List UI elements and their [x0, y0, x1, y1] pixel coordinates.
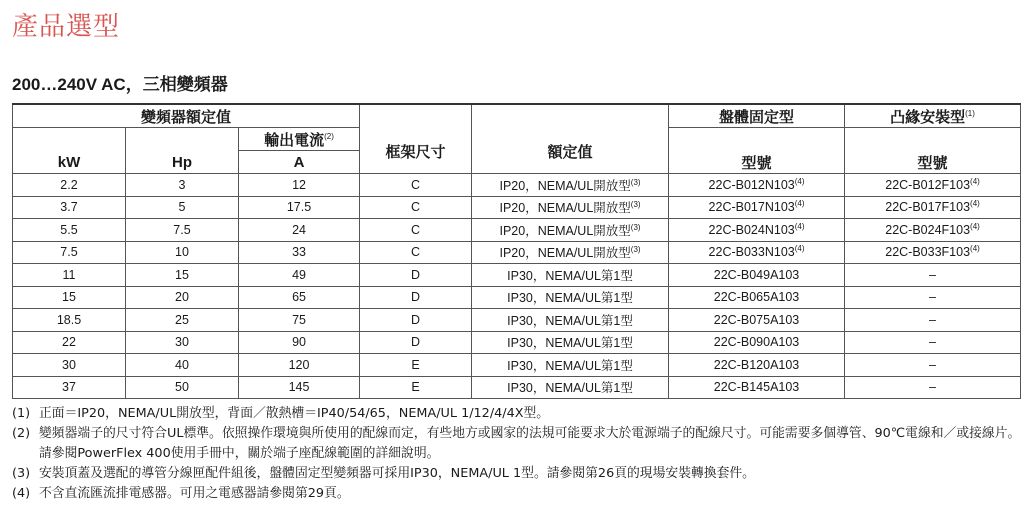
footnote [12, 404, 1027, 424]
footnote-number: (3) [12, 466, 31, 481]
cell-frame: C [360, 174, 472, 197]
cell-panel-model: 22C-B090A103 [669, 331, 845, 354]
footnote-ref: (4) [970, 199, 980, 209]
table-row [13, 286, 1021, 309]
footnote-text: 正面＝IP20，NEMA/UL開放型，背面／散熱槽＝IP40/54/65，NEMA/UL 1/12/4/4X型。 [39, 406, 550, 421]
cell-panel-model: 22C-B120A103 [669, 354, 845, 377]
cell-rating: IP30，NEMA/UL第1型 [472, 376, 669, 399]
cell-panel-model: 22C-B145A103 [669, 376, 845, 399]
table-row [13, 331, 1021, 354]
table-row [13, 264, 1021, 287]
header-flange-model: 型號 [845, 128, 1021, 174]
cell-panel-model: 22C-B012N103$^{(4)}$ [669, 174, 845, 197]
cell-kw: 11 [13, 264, 126, 287]
cell-amp: 12 [239, 174, 360, 197]
cell-flange-model: 22C-B033F103$^{(4)}$ [845, 241, 1021, 264]
cell-flange-model: – [845, 286, 1021, 309]
cell-hp: 20 [126, 286, 239, 309]
cell-hp: 50 [126, 376, 239, 399]
cell-flange-model: 22C-B017F103$^{(4)}$ [845, 196, 1021, 219]
footnote-text: 變頻器端子的尺寸符合UL標準。依照操作環境與所使用的配線而定，有些地方或國家的法規可能要求大於電源端子的配線尺寸。可能需要多個導管、90℃電線和／或接線片。請參閱PowerFlex 400使用手冊中，關於端子座配線範圍的詳細說明。 [39, 426, 1021, 461]
footnote-number: (2) [12, 426, 31, 441]
cell-rating: IP20，NEMA/UL開放型$^{(3)}$ [472, 174, 669, 197]
cell-panel-model: 22C-B024N103$^{(4)}$ [669, 219, 845, 242]
cell-hp: 15 [126, 264, 239, 287]
cell-rating: IP30，NEMA/UL第1型 [472, 331, 669, 354]
cell-rating: IP30，NEMA/UL第1型 [472, 354, 669, 377]
cell-hp: 10 [126, 241, 239, 264]
cell-flange-model: – [845, 331, 1021, 354]
cell-flange-model: – [845, 264, 1021, 287]
cell-frame: D [360, 286, 472, 309]
cell-panel-model: 22C-B065A103 [669, 286, 845, 309]
cell-amp: 75 [239, 309, 360, 332]
cell-panel-model: 22C-B049A103 [669, 264, 845, 287]
cell-panel-model: 22C-B075A103 [669, 309, 845, 332]
cell-frame: C [360, 219, 472, 242]
cell-kw: 18.5 [13, 309, 126, 332]
footnote-ref: (4) [794, 176, 805, 186]
cell-amp: 24 [239, 219, 360, 242]
cell-flange-model: 22C-B012F103$^{(4)}$ [845, 174, 1021, 197]
table-row [13, 196, 1021, 219]
cell-frame: C [360, 241, 472, 264]
cell-kw: 37 [13, 376, 126, 399]
cell-amp: 90 [239, 331, 360, 354]
cell-frame: D [360, 331, 472, 354]
cell-panel-model: 22C-B017N103$^{(4)}$ [669, 196, 845, 219]
cell-flange-model: 22C-B024F103$^{(4)}$ [845, 219, 1021, 242]
cell-kw: 15 [13, 286, 126, 309]
header-panel-mount: 盤體固定型 [669, 104, 845, 128]
cell-flange-model: – [845, 376, 1021, 399]
cell-amp: 33 [239, 241, 360, 264]
header-frame-size: 框架尺寸 [360, 104, 472, 174]
cell-rating: IP20，NEMA/UL開放型$^{(3)}$ [472, 241, 669, 264]
table-row [13, 376, 1021, 399]
header-drive-rating: 變頻器額定值 [13, 104, 360, 128]
cell-amp: 17.5 [239, 196, 360, 219]
cell-amp: 145 [239, 376, 360, 399]
cell-kw: 7.5 [13, 241, 126, 264]
page-title: 產品選型 [12, 12, 121, 42]
footnote-text: 不含直流匯流排電感器。可用之電感器請參閱第29頁。 [39, 486, 350, 501]
footnote-ref: (4) [970, 176, 980, 186]
cell-kw: 5.5 [13, 219, 126, 242]
footnote-ref: (1) [965, 108, 975, 118]
footnote-text: 安裝頂蓋及選配的導管分線匣配件組後，盤體固定型變頻器可採用IP30，NEMA/UL 1型。請參閱第26頁的現場安裝轉換套件。 [39, 466, 755, 481]
cell-frame: E [360, 354, 472, 377]
footnote [12, 484, 1027, 504]
footnote-ref: (3) [630, 222, 641, 232]
footnote-ref: (3) [630, 245, 641, 255]
cell-frame: D [360, 309, 472, 332]
cell-kw: 2.2 [13, 174, 126, 197]
cell-amp: 120 [239, 354, 360, 377]
footnote-ref: (3) [630, 200, 641, 210]
cell-hp: 7.5 [126, 219, 239, 242]
cell-rating: IP30，NEMA/UL第1型 [472, 264, 669, 287]
header-kw: kW [13, 128, 126, 174]
cell-flange-model: – [845, 354, 1021, 377]
header-rating: 額定值 [472, 104, 669, 174]
footnote-number: (4) [12, 486, 31, 501]
product-selection-table [12, 103, 1021, 399]
header-amp: A [239, 151, 360, 174]
cell-kw: 30 [13, 354, 126, 377]
cell-rating: IP30，NEMA/UL第1型 [472, 309, 669, 332]
table-row [13, 174, 1021, 197]
cell-kw: 3.7 [13, 196, 126, 219]
cell-flange-model: – [845, 309, 1021, 332]
cell-amp: 65 [239, 286, 360, 309]
footnote-ref: (4) [970, 244, 980, 254]
cell-frame: C [360, 196, 472, 219]
cell-hp: 40 [126, 354, 239, 377]
table-row [13, 241, 1021, 264]
header-output-current: 輸出電流$^{(2)}$ [239, 128, 360, 151]
footnote-ref: (4) [794, 244, 805, 254]
cell-amp: 49 [239, 264, 360, 287]
cell-kw: 22 [13, 331, 126, 354]
cell-rating: IP20，NEMA/UL開放型$^{(3)}$ [472, 196, 669, 219]
cell-hp: 30 [126, 331, 239, 354]
footnotes [12, 404, 1027, 504]
footnote [12, 424, 1027, 464]
footnote [12, 464, 1027, 484]
table-row [13, 309, 1021, 332]
cell-rating: IP30，NEMA/UL第1型 [472, 286, 669, 309]
footnote-number: (1) [12, 406, 31, 421]
cell-hp: 3 [126, 174, 239, 197]
footnote-ref: (2) [324, 131, 334, 141]
cell-hp: 5 [126, 196, 239, 219]
cell-panel-model: 22C-B033N103$^{(4)}$ [669, 241, 845, 264]
table-row [13, 219, 1021, 242]
table-row [13, 354, 1021, 377]
cell-rating: IP20，NEMA/UL開放型$^{(3)}$ [472, 219, 669, 242]
footnote-ref: (4) [794, 199, 805, 209]
cell-frame: D [360, 264, 472, 287]
header-flange-mount: 凸緣安裝型$^{(1)}$ [845, 104, 1021, 128]
cell-hp: 25 [126, 309, 239, 332]
footnote-ref: (4) [794, 221, 805, 231]
footnote-ref: (3) [630, 177, 641, 187]
header-hp: Hp [126, 128, 239, 174]
cell-frame: E [360, 376, 472, 399]
section-title: 200…240V AC，三相變頻器 [12, 75, 228, 94]
footnote-ref: (4) [970, 221, 980, 231]
header-panel-model: 型號 [669, 128, 845, 174]
